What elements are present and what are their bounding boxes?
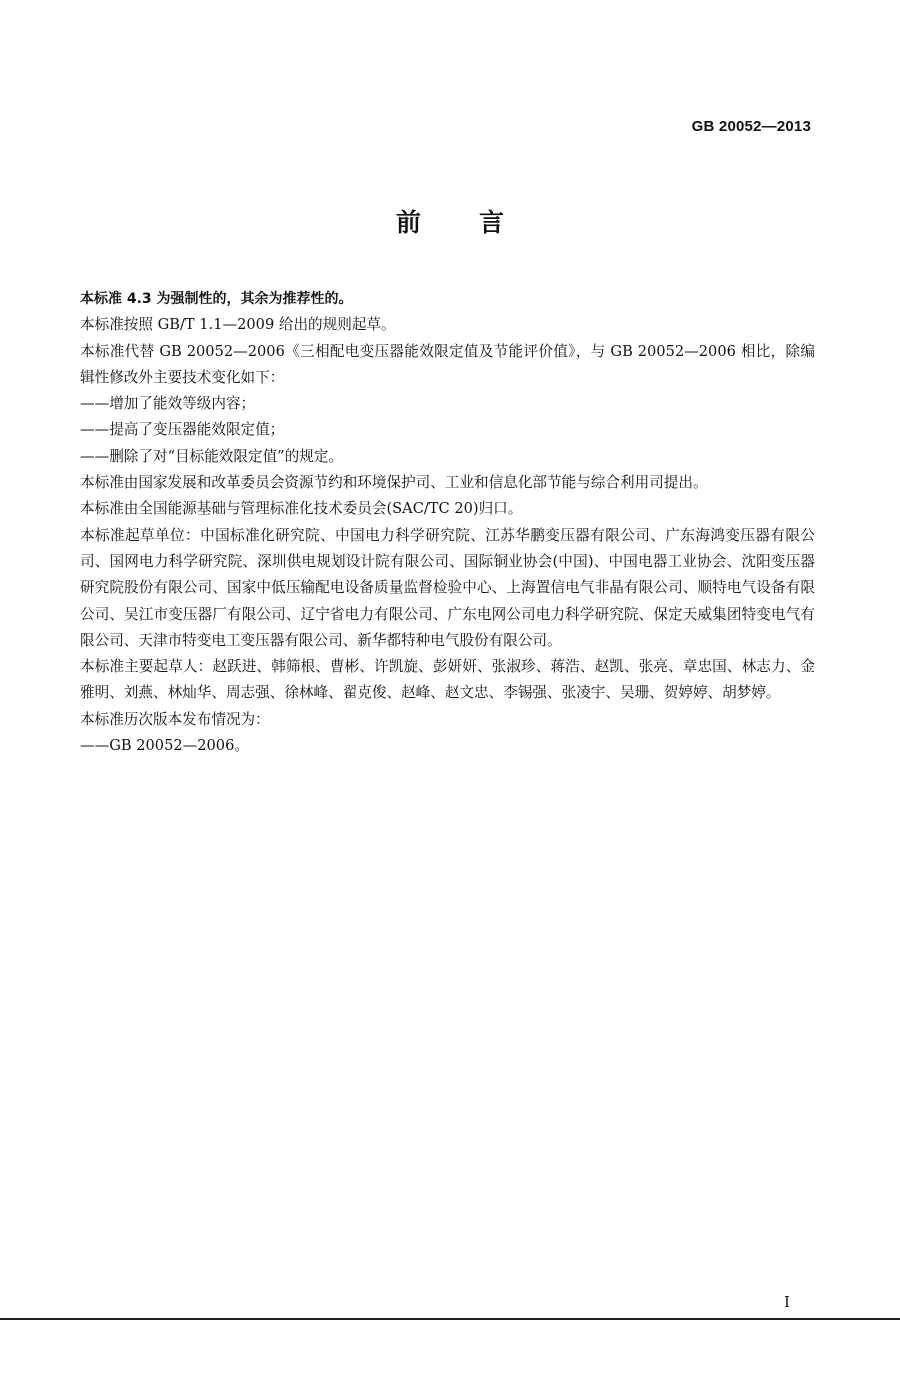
paragraph-drafting-units: 本标准起草单位：中国标准化研究院、中国电力科学研究院、江苏华鹏变压器有限公司、广东海鸿变压器有限公司、国网电力科学研究院、深圳供电规划设计院有限公司、国际铜业协会(中国)、中国电器工业协会、沈阳变压器研究院股份有限公司、国家中低压输配电设备质量监督检验中心、上海置信电气非晶有限公司、顺特电气设备有限公司、吴江市变压器厂有限公司、辽宁省电力有限公司、广东电网公司电力科学研究院、保定天威集团特变电气有限公司、天津市特变电工变压器有限公司、新华都特种电气股份有限公司。 (80, 526, 815, 649)
foreword-body (80, 286, 815, 759)
paragraph-proposer: 本标准由国家发展和改革委员会资源节约和环境保护司、工业和信息化部节能与综合利用司提出。 (80, 474, 708, 492)
page-title: 前言 (395, 208, 562, 237)
page-number: I (784, 1293, 790, 1311)
change-item: ——提高了变压器能效限定值； (80, 421, 285, 439)
paragraph-drafting-rules: 本标准按照 GB/T 1.1—2009 给出的规则起草。 (80, 316, 396, 334)
paragraph-drafters: 本标准主要起草人：赵跃进、韩筛根、曹彬、许凯旋、彭妍妍、张淑珍、蒋浩、赵凯、张亮、章忠国、林志力、金雅明、刘燕、林灿华、周志强、徐林峰、翟克俊、赵峰、赵文忠、李锡强、张凌宇、吴珊、贺婷婷、胡梦婷。 (80, 658, 815, 702)
paragraph-centralized-by: 本标准由全国能源基础与管理标准化技术委员会(SAC/TC 20)归口。 (80, 500, 523, 518)
paragraph-version-history: 本标准历次版本发布情况为： (80, 710, 270, 728)
change-item: ——删除了对“目标能效限定值”的规定。 (80, 447, 344, 465)
paragraph-mandatory-note: 本标准 4.3 为强制性的，其余为推荐性的。 (80, 291, 353, 307)
standard-code: GB 20052—2013 (691, 118, 811, 135)
change-item: ——增加了能效等级内容； (80, 395, 256, 413)
bottom-rule (0, 1318, 900, 1320)
version-item: ——GB 20052—2006。 (80, 737, 249, 755)
paragraph-replacement: 本标准代替 GB 20052—2006《三相配电变压器能效限定值及节能评价值》，与 GB 20052—2006 相比，除编辑性修改外主要技术变化如下： (80, 342, 815, 386)
